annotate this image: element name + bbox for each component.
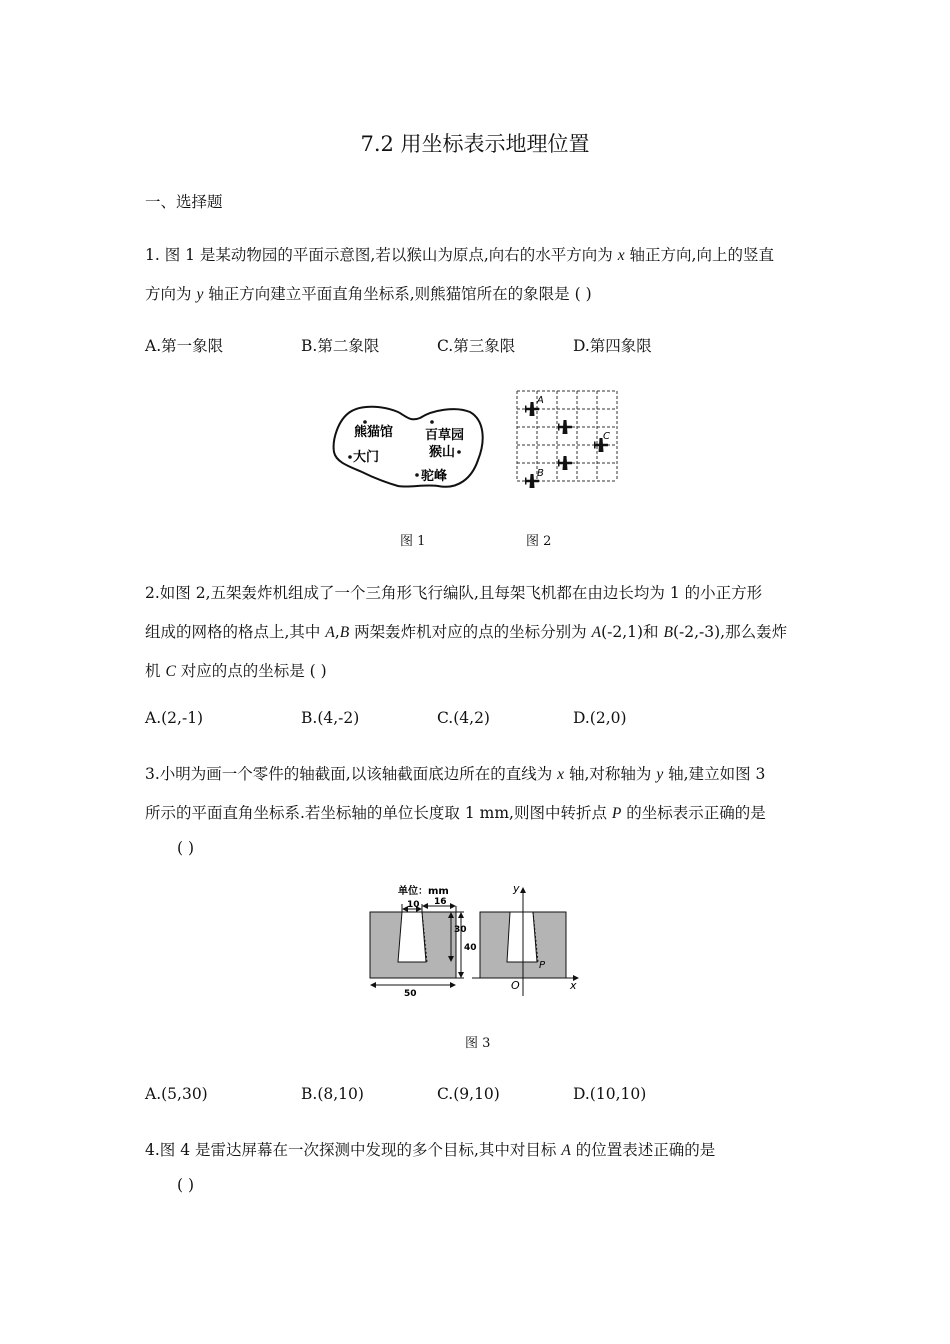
unit-label: 单位：mm (398, 886, 449, 897)
q2-text: , (334, 623, 340, 641)
q3-text: 轴,建立如图 3 (663, 765, 766, 783)
q3-text: 所示的平面直角坐标系.若坐标轴的单位长度取 1 mm,则图中转折点 (145, 804, 612, 822)
q4-var-a: A (561, 1142, 571, 1159)
q2-var-b: B (339, 624, 350, 641)
q2-var-a: A (591, 624, 602, 641)
herb-garden-dot (430, 420, 434, 424)
q3-var-y: y (656, 766, 664, 783)
q2-line-1: 2.如图 2,五架轰炸机组成了一个三角形飞行编队,且每架飞机都在由边长均为 1 的小正方形 (145, 584, 763, 602)
q2-option-b[interactable]: B.(4,-2) (301, 709, 360, 727)
dim-30-label: 30 (454, 925, 467, 935)
monkey-hill-label: 猴山 (429, 445, 456, 460)
q3-line-1 (145, 762, 765, 784)
camel-dot (415, 473, 419, 477)
panda-hall-label: 熊猫馆 (354, 425, 394, 440)
plane-icon (558, 456, 572, 470)
q3-text: 轴,对称轴为 (564, 765, 657, 783)
figure-3-part-section (360, 882, 592, 1000)
q3-var-p: P (611, 805, 622, 822)
q2-option-c[interactable]: C.(4,2) (437, 709, 490, 727)
monkey-hill-dot (457, 450, 461, 454)
q4-text: 4.图 4 是雷达屏幕在一次探测中发现的多个目标,其中对目标 (145, 1141, 562, 1159)
q3-text: 的坐标表示正确的是 (621, 804, 766, 822)
q3-option-a[interactable]: A.(5,30) (145, 1085, 208, 1103)
q2-option-d[interactable]: D.(2,0) (573, 709, 627, 727)
q1-option-b[interactable]: B.第二象限 (301, 337, 380, 355)
q2-text: 机 (145, 662, 166, 680)
q3-option-b[interactable]: B.(8,10) (301, 1085, 364, 1103)
q2-text: (-2,1)和 (601, 623, 664, 641)
q3-line-3: ( ) (177, 839, 195, 857)
q3-option-d[interactable]: D.(10,10) (573, 1085, 647, 1103)
figure-2-plane-grid (514, 388, 622, 488)
q2-text: 对应的点的坐标是 ( ) (175, 662, 327, 680)
q4-line-1 (145, 1138, 715, 1160)
gate-label: 大门 (353, 450, 380, 465)
q1-text: 1. 图 1 是某动物园的平面示意图,若以猴山为原点,向右的水平方向为 (145, 246, 618, 264)
left-part-shape (370, 912, 456, 978)
q1-text: 轴正方向建立平面直角坐标系,则熊猫馆所在的象限是 ( ) (203, 285, 592, 303)
dim-16-label: 16 (434, 897, 447, 907)
q2-text: 组成的网格的格点上,其中 (145, 623, 326, 641)
figure-2-caption: 图 2 (526, 534, 552, 549)
point-p-label: P (539, 960, 546, 971)
q3-text: 3.小明为画一个零件的轴截面,以该轴截面底边所在的直线为 (145, 765, 558, 783)
figure-1-caption: 图 1 (400, 534, 426, 549)
q2-text: 两架轰炸机对应的点的坐标分别为 (349, 623, 592, 641)
q2-line-2 (145, 620, 787, 642)
q3-line-2 (145, 801, 766, 823)
dim-40-label: 40 (464, 943, 477, 953)
q1-option-a[interactable]: A.第一象限 (145, 337, 224, 355)
camel-label: 驼峰 (421, 469, 448, 484)
q3-var-x: x (557, 766, 565, 783)
herb-garden-label: 百草园 (425, 428, 465, 443)
plane-c-label: C (603, 431, 610, 442)
q1-var-x: x (617, 247, 625, 264)
q1-text: 轴正方向,向上的竖直 (624, 246, 774, 264)
q2-option-a[interactable]: A.(2,-1) (145, 709, 204, 727)
dim-10-label: 10 (407, 900, 420, 910)
plane-icon (558, 420, 572, 434)
zoo-boundary (334, 407, 483, 487)
q2-var-a: A (325, 624, 335, 641)
plane-a-label: A (537, 395, 544, 406)
q2-var-b: B (663, 624, 673, 641)
q1-line-1 (145, 243, 774, 265)
q1-var-y: y (196, 286, 204, 303)
dim-50-label: 50 (404, 989, 417, 999)
figure-3-caption: 图 3 (465, 1036, 491, 1051)
q4-line-2: ( ) (177, 1176, 195, 1194)
q4-text: 的位置表述正确的是 (570, 1141, 716, 1159)
q1-option-d[interactable]: D.第四象限 (573, 337, 652, 355)
q3-option-c[interactable]: C.(9,10) (437, 1085, 500, 1103)
x-axis-label: x (570, 979, 577, 992)
section-heading: 一、选择题 (145, 193, 223, 211)
q2-var-c: C (165, 663, 176, 680)
q1-option-c[interactable]: C.第三象限 (437, 337, 516, 355)
q1-text: 方向为 (145, 285, 197, 303)
q1-line-2 (145, 282, 592, 304)
q2-text: (-2,-3),那么轰炸 (672, 623, 788, 641)
y-axis-label: y (513, 882, 520, 895)
gate-dot (348, 455, 352, 459)
page-title: 7.2 用坐标表示地理位置 (360, 132, 590, 156)
figure-1-zoo-map (328, 400, 488, 494)
q2-line-3 (145, 659, 327, 681)
origin-label: O (511, 979, 520, 992)
panda-hall-dot (363, 420, 367, 424)
plane-b-label: B (537, 468, 544, 479)
